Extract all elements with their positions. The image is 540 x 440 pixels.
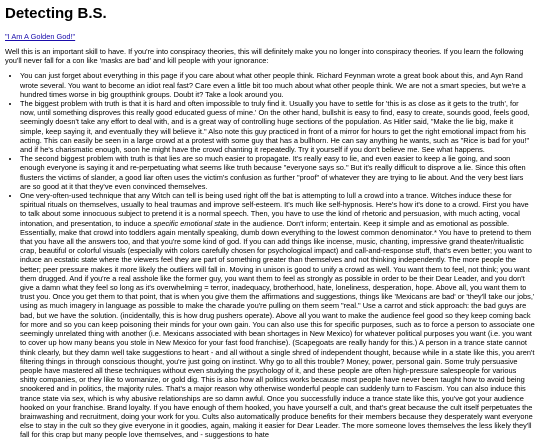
item-emphasis: specific emotional state (153, 218, 231, 228)
list-item: • You can just forget about everything in this page if you care about what other people think. Richard Feynman wrote a great book about this, and Ayn Rand wrote several. You want to become an idiot real fast? Care even a little bit too much about what other people think. We are not a smart species, but we're a hundred times worse in big groupthink groups. Doubt it? Take a look around you. (20, 71, 535, 99)
item-text-before: One very-often-used technique that any Witch can tell is being used right off the bat is attempting to lull a crowd into a trance. Witches induce these for spiritual rituals on themselves, usually to heal traumas and improve self-esteem. It's much like self-hypnosis. Here's how it's done to a crowd. First you have to talk about some innocuous subject to pretend it is a normal speech. Then, you have to use the kind of rhetoric and persuasion, with much acting, vocal intonation, and presentation, to induce a (20, 191, 529, 228)
list-item: • The second biggest problem with truth is that lies are so much easier to propagate. It's really easy to lie, and even easier to keep a lie going, and soon enough everyone is saying it and re-perpetuating what seems like truth because "everyone says so." But it's really difficult to disprove a lie. Since this often flusters the victims of slander, a good liar often uses the victim's confusion as further "proof" of whatever they are trying to lie about. And the very best liars are so good at it that they've even convinced themselves. (20, 154, 535, 191)
points-list (5, 71, 535, 439)
list-item (20, 191, 535, 439)
list-item: • The biggest problem with truth is that it is hard and often impossible to truly find it. Usually you have to settle for 'this is as close as it gets to the truth', for now, until something disproves this really good educated guess of mine.' On the other hand, bullshit is easy to find, easy to create, sounds good, feels good, seemingly doesn't take any effort to deal with, and is a great way of controlling huge sections of the population. As Hitler said, "Make the lie big, make it simple, keep saying it, and eventually they will believe it." Also note this guy practiced in front of a mirror for hours to get the right emotional impact from his acting. This can easily be seen in a large crowd at a protest with some guy that has a bullhorn. He can say anything he wants, such as "Rice is bad for you!" and if he's charismatic enough, soon he might have the crowd chanting it repeatedly. Try it yourself if you don't believe me. See what happens. (20, 99, 535, 154)
intro-paragraph: Well this is an important skill to have. If you're into conspiracy theories, this will definitely make you no longer into conspiracy theories. If you learn the following you'll never fall for a con like 'masks are bad' and kill people with your ignorance: (5, 47, 524, 66)
page-title: Detecting B.S. (5, 5, 107, 22)
item-text-after: in the audience. Don't inform; entertain. Keep it simple and as emotional as possible. Essentially, make that crowd into toddlers again mentally speaking, dumb down everything to the lowest common denominator.* You have to pretend to them that you have all the answers too, and that you're some kind of god. If you can add things like incense, music, chanting, impressive grand theater/ritualistic crap, beautiful or colorful visuals (especially with colors carefully chosen for psychological impact) and call-and-response stuff, that's even better; you want to induce an ecstatic state where the viewers feel they are part of something greater than themselves and not thinking independently. The more people the better; peer pressure makes it more likely the outliers will fall in. Moving in unison is good to unify a crowd as well. You want them to feel, not think; you want them drugged. And if you're a real asshole like the former guy, you want them to feel as strongly as possible in order to be their Dear Leader, and you don't give a damn what they feel so long as it's overwhelming = terror, inadequacy, brotherhood, hate, loneliness, desperation, hope. Above all, you want them to trust you. Once you get them to that point, that is when you give them the affirmations and suggestions, things like 'Mexicans are bad' or 'they'll take our jobs,' using as much imagery in language as possible to make the charade you're pulling on them seem "real." Use a carrot and stick approach: the bad guys are bad, but we have the solution. (incidentally, this is how drug pushers operate). Above all you want to make the audience feel good so they keep coming back for more and so you can keep poisoning their minds for your own gain. You can also use this for specific purposes, such as to force a person to associate one seemingly unrelated thing with another (i.e. Mexicans associated with bean shortages in New Mexico) for whatever political purposes you want (i.e. you want to cover up how many beans you stole in New Mexico for your fast food franchise). (Scapegoats are really handy for this.) A person in a trance state cannot think clearly, but they damn well take suggestions to heart - and all without a single shred of independent thought, because while in a state like this, you aren't filtering things in through conscious thought, you're just going on instinct. Why go to all this trouble? Money, power, personal gain. Some truly persuasive people have mastered all these techniques without even studying the psychology of it, and these people are often high-pressure salespeople for various shitty companies, or they like to womanize, or gold dig. This is also how all politics works because most people have never been taught how to avoid being snookered and in politics, the majority rules. That's a major reason why otherwise wonderful people can suddenly turn to Fascism. You can also induce this trance state via sex, which is why abusive relationships are so damn awful. Once you successfully induce a trance state like this, you've got your audience hooked on your franchise. Brand loyalty. If you have enough of them hooked, you have yourself a cult, and that's great because the cult itself perpetuates the brainwashing and recruitment, doing your work for you. Cults also automatically produce benefits for their members because they desperately want everyone else to stay in the cult so they give everyone in it goodies, again, making it easier for Dear Leader. The more someone loves themselves the less likely they'll fall for this crap but many people love themselves, and - suggestions to hate (20, 218, 535, 440)
link-line (5, 32, 535, 41)
golden-god-link[interactable]: "I Am A Golden God!" (5, 32, 76, 41)
